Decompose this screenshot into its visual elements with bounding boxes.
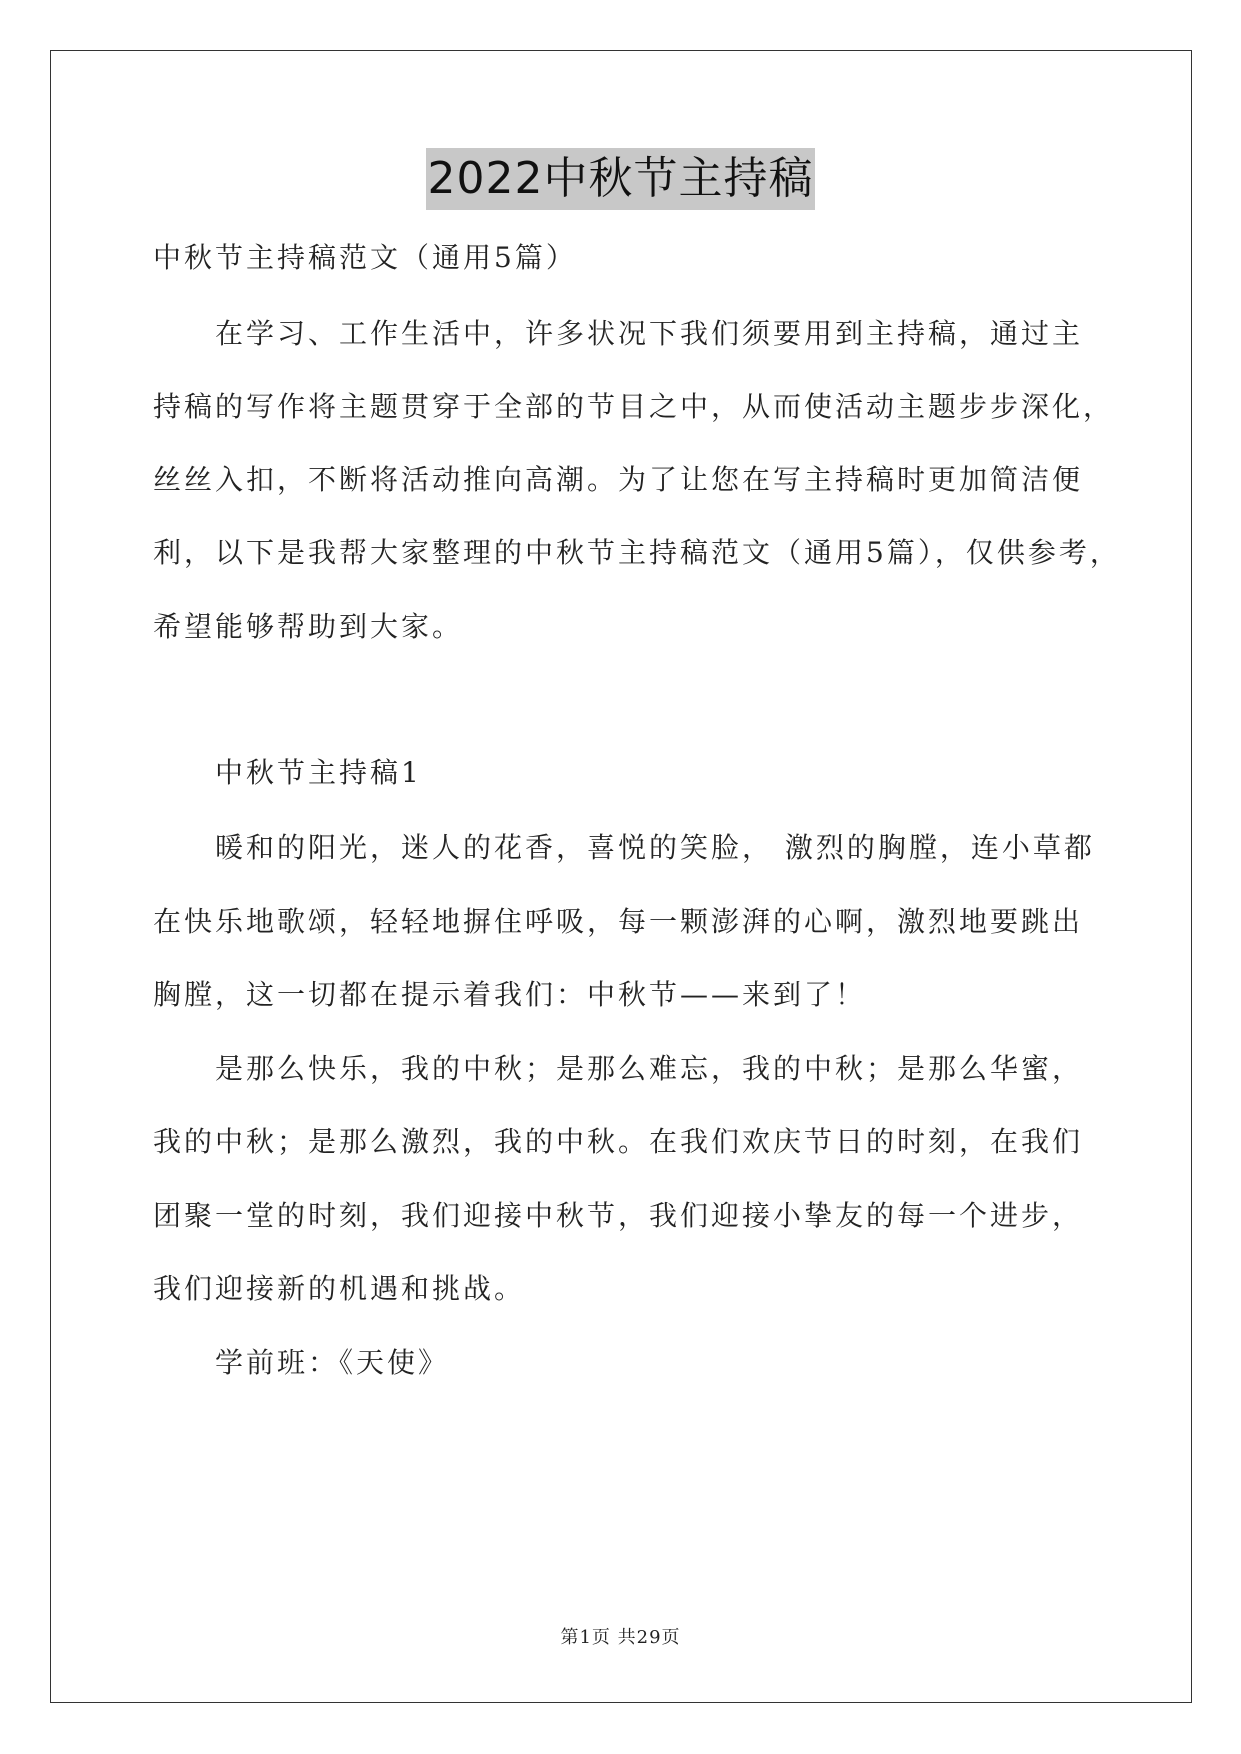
program-line: 学前班：《天使》 (215, 1346, 450, 1379)
intro-line: 希望能够帮助到大家。 (153, 610, 464, 643)
section-heading: 中秋节主持稿1 (215, 756, 422, 789)
section1-para1-line: 胸膛，这一切都在提示着我们：中秋节——来到了！ (153, 978, 867, 1011)
section1-para2-line: 团聚一堂的时刻，我们迎接中秋节，我们迎接小挚友的每一个进步， (153, 1199, 1084, 1232)
intro-line: 持稿的写作将主题贯穿于全部的节目之中，从而使活动主题步步深化， (153, 390, 1115, 423)
section1-para2-line: 我们迎接新的机遇和挑战。 (153, 1272, 526, 1305)
section1-para2-line: 是那么快乐，我的中秋；是那么难忘，我的中秋；是那么华蜜， (215, 1052, 1084, 1085)
page-border (50, 50, 1192, 1703)
title-container (0, 148, 1241, 210)
intro-line: 利，以下是我帮大家整理的中秋节主持稿范文（通用5篇），仅供参考， (153, 536, 1121, 569)
section1-para1-line: 暖和的阳光，迷人的花香，喜悦的笑脸， 激烈的胸膛，连小草都 (215, 831, 1095, 864)
section1-para2-line: 我的中秋；是那么激烈，我的中秋。在我们欢庆节日的时刻，在我们 (153, 1125, 1084, 1158)
section1-para1-line: 在快乐地歌颂，轻轻地摒住呼吸，每一颗澎湃的心啊，激烈地要跳出 (153, 905, 1084, 938)
document-title: 2022中秋节主持稿 (426, 148, 816, 210)
document-subtitle: 中秋节主持稿范文（通用5篇） (153, 241, 577, 274)
page-footer: 第1页 共29页 (560, 1627, 681, 1648)
intro-line: 在学习、工作生活中，许多状况下我们须要用到主持稿，通过主 (215, 317, 1084, 350)
intro-line: 丝丝入扣，不断将活动推向高潮。为了让您在写主持稿时更加简洁便 (153, 463, 1084, 496)
